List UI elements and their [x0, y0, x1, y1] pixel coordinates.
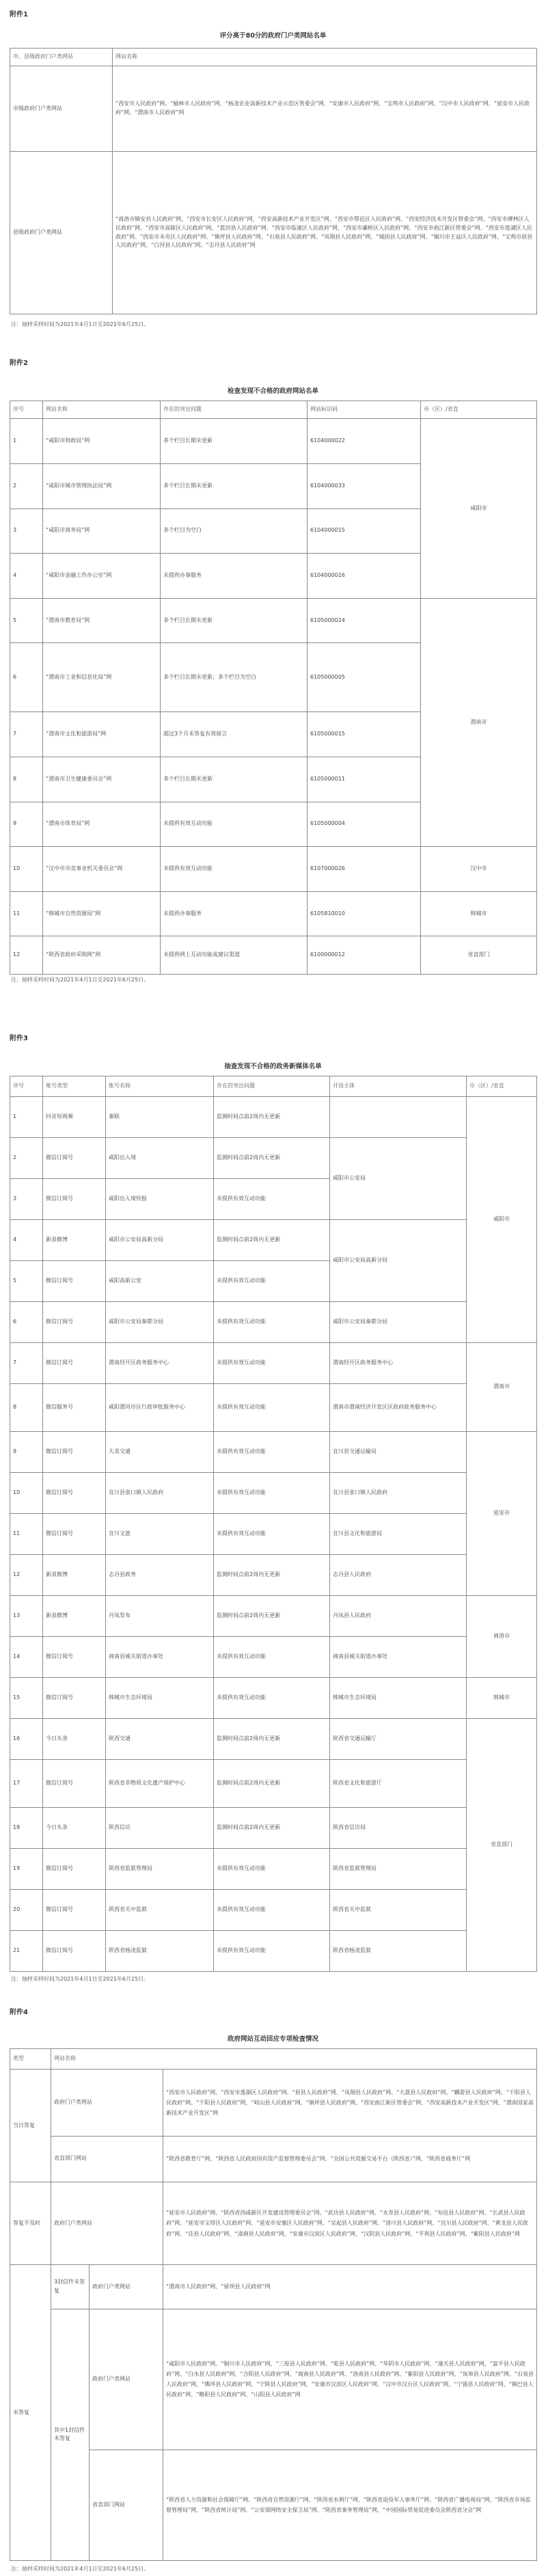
table-cell: 监测时间点前2周内无更新: [214, 1808, 330, 1849]
table-cell: 17: [10, 1760, 43, 1808]
attachment-4-title: 政府网站互动回应专项检查情况: [227, 2035, 318, 2043]
table-cell: 新浪微博: [43, 1596, 106, 1637]
table-cell: 监测时间点前2周内无更新: [214, 1596, 330, 1637]
table-cell: 监测时间点前2周内无更新: [214, 1555, 330, 1596]
table-header: 网站名称: [43, 401, 161, 419]
table-cell: 省直部门网站: [51, 2136, 163, 2182]
table-cell: 陕西省交通运输厅: [330, 1719, 467, 1760]
table-cell: 政府门户类网站: [51, 2182, 163, 2264]
table-cell: 19: [10, 1849, 43, 1890]
table-cell: “汉中市市直事业机关委员会”网: [43, 847, 161, 892]
table-header: 存在的突出问题: [214, 1076, 330, 1097]
table-cell: 未答复: [10, 2265, 51, 2561]
attachment-1-label: 附件1: [10, 11, 28, 18]
table-cell: 微信订阅号: [43, 1514, 106, 1555]
table-cell: 微信订阅号: [43, 1302, 106, 1343]
table-cell: 6104000015: [308, 509, 421, 554]
table-cell: 21: [10, 1931, 43, 1972]
table-cell: 超过3个月未答复有效留言: [161, 712, 308, 757]
table-cell: 6105000015: [308, 712, 421, 757]
table-cell: “咸阳市城市管理执法局”网: [43, 463, 161, 509]
table-cell: 微信订阅号: [43, 1261, 106, 1302]
attachment-3: [0, 1032, 546, 1982]
table-cell: 微信订阅号: [43, 1931, 106, 1972]
table-cell: 县级政府门户类网站: [10, 152, 113, 314]
table-cell: 未提供有效互动功能: [214, 1473, 330, 1514]
table-cell: 微信订阅号: [43, 1432, 106, 1473]
table-cell: [330, 1097, 467, 1138]
table-cell: 省直部门: [467, 1719, 537, 1972]
table-cell: 汉中市: [421, 847, 537, 892]
table-cell: 监测时间点前2周内无更新: [214, 1719, 330, 1760]
table-cell: 未提供有效互动功能: [214, 1849, 330, 1890]
table-cell: 5: [10, 598, 43, 643]
table-cell: 渭南经开区政务服务中心: [330, 1343, 467, 1384]
table-cell: “延安市人民政府”网、“陕西省西咸新区开发建设管理委员会”网、“武功县人民政府”网、“永寿县人民政府”网、“旬邑县人民政府”网、“长武县人民政府”网、“延安市宝塔区人民政府”网、“延安市安塞区人民政府”网、“吴起县人民政府”网、“洛川县人民政府”网、“宜川县人民政府”网、“黄龙县人民政府”网、“佳县人民政府”网、“清涧县人民政府”网、“安康市汉滨区人民政府”网、“汉阴县人民政府”网、“平利县人民政府”网、“紫阳县人民政府”网: [163, 2182, 537, 2264]
table-cell: “渭南市教育局”网: [43, 598, 161, 643]
table-cell: 6: [10, 1302, 43, 1343]
table-header: 类型: [10, 2049, 51, 2070]
table-cell: 陕西省文化和旅游厅: [330, 1760, 467, 1808]
table-cell: “咸阳市商务局”网: [43, 509, 161, 554]
table-cell: 微信服务号: [43, 1384, 106, 1432]
table-cell: 市级政府门户类网站: [10, 66, 113, 152]
table-cell: 韩城市生态环境局: [106, 1678, 214, 1719]
table-cell: 未提供有效互动功能: [214, 1343, 330, 1384]
table-cell: 5: [10, 1261, 43, 1302]
table-cell: 商南县城关街道办事处: [106, 1637, 214, 1678]
attachment-1-table: [10, 48, 537, 314]
table-cell: “韩城市自然资源局”网: [43, 891, 161, 936]
table-cell: 丹凤发布: [106, 1596, 214, 1637]
table-cell: 秦联: [106, 1097, 214, 1138]
table-cell: 11: [10, 1514, 43, 1555]
table-cell: 未提供有效互动功能: [214, 1678, 330, 1719]
table-cell: 微信订阅号: [43, 1760, 106, 1808]
attachment-2-note: 注：抽样采样时间为2021年4月1日至2021年6月25日。: [11, 977, 150, 983]
table-cell: 咸阳市公安局秦都分局: [106, 1302, 214, 1343]
table-cell: 咸阳市公安局: [330, 1138, 467, 1220]
attachment-4-label: 附件4: [10, 2009, 28, 2016]
table-cell: 7: [10, 1343, 43, 1384]
table-cell: 未提供有效互动功能: [214, 1261, 330, 1302]
attachment-4: [0, 2006, 546, 2572]
table-cell: 2: [10, 463, 43, 509]
table-cell: 8: [10, 1384, 43, 1432]
table-cell: 宜川县壶口镇人民政府: [106, 1473, 214, 1514]
table-cell: “陕西省人力资源和社会保障厅”网、“陕西省自然资源厅”网、“陕西省水利厅”网、“陕西省退役军人事务厅”网、“陕西省广播电视局”网、“陕西省市场监督管理局”网、“陕西省统计局”网、“公安部网络安全保卫局”网、“陕西省事务管理局”网、“中国国际贸易促进委员会陕西省分会”网: [163, 2450, 537, 2560]
table-cell: 未提供有效互动功能: [214, 1384, 330, 1432]
table-cell: 监测时间点前2周内无更新: [214, 1760, 330, 1808]
table-cell: 宜川县文化和旅游局: [330, 1514, 467, 1555]
table-header: 账号名称: [106, 1076, 214, 1097]
table-cell: 11: [10, 891, 43, 936]
table-cell: 6105000024: [308, 598, 421, 643]
table-cell: 监测时间点前2周内无更新: [214, 1097, 330, 1138]
table-cell: “西安市人民政府”网、“榆林市人民政府”网、“杨凌农业高新技术产业示范区管委会”网、“安康市人民政府”网、“宝鸡市人民政府”网、“汉中市人民政府”网、“延安市人民政府”网、“渭南市人民政府”网: [113, 66, 537, 152]
table-cell: 6: [10, 643, 43, 712]
table-cell: 监测时间点前2周内无更新: [214, 1138, 330, 1179]
table-cell: 微信订阅号: [43, 1138, 106, 1179]
table-cell: 咸阳市公安局秦都分局: [330, 1302, 467, 1343]
table-cell: “渭南市人民政府”网、“留坝县人民政府”网: [163, 2265, 537, 2309]
table-header: 网站标识码: [308, 401, 421, 419]
table-cell: 大美交通: [106, 1432, 214, 1473]
table-cell: 未提供办事服务: [161, 554, 308, 599]
table-cell: 陕西省杨凌监狱: [106, 1931, 214, 1972]
table-cell: 2: [10, 1138, 43, 1179]
table-cell: 陕西交通: [106, 1719, 214, 1760]
table-cell: 12: [10, 1555, 43, 1596]
table-cell: 新浪微博: [43, 1220, 106, 1261]
table-header: 序号: [10, 1076, 43, 1097]
table-cell: 13: [10, 1596, 43, 1637]
table-cell: 省直部门网站: [90, 2450, 163, 2560]
table-cell: 商南县城关街道办事处: [330, 1637, 467, 1678]
table-cell: 6104000033: [308, 463, 421, 509]
table-cell: 未提供有效互动功能: [214, 1432, 330, 1473]
table-cell: 韩城市: [467, 1678, 537, 1719]
table-cell: 多个栏目长期未更新: [161, 419, 308, 464]
table-cell: 未提供有效互动功能: [214, 1890, 330, 1931]
table-cell: 陕西省监狱管理局: [106, 1849, 214, 1890]
table-cell: 6104000022: [308, 419, 421, 464]
table-cell: 今日头条: [43, 1719, 106, 1760]
table-cell: 答复不及时: [10, 2182, 51, 2264]
table-cell: 14: [10, 1637, 43, 1678]
table-cell: 陕西省信访局: [330, 1808, 467, 1849]
table-cell: 政府门户类网站: [90, 2309, 163, 2450]
table-cell: 4: [10, 1220, 43, 1261]
table-cell: 微信订阅号: [43, 1849, 106, 1890]
table-cell: 微信订阅号: [43, 1343, 106, 1384]
table-cell: 政府门户类网站: [90, 2265, 163, 2309]
attachment-2-table: [10, 401, 537, 975]
table-cell: 未提供网上互动功能或建议渠道: [161, 936, 308, 975]
table-cell: 微信订阅号: [43, 1678, 106, 1719]
table-cell: 多个栏目长期未更新: [161, 463, 308, 509]
table-cell: 未提供有效互动功能: [161, 802, 308, 847]
table-cell: 9: [10, 1432, 43, 1473]
table-cell: “商洛市镇安县人民政府”网、“西安市长安区人民政府”网、“西安高新技术产业开发区”网、“西安市鄠邑区人民政府”网、“西安经济技术开发区管委会”网、“西安市碑林区人民政府”网、“西安市高陵区人民政府”网、“蓝田县人民政府”网、“西安市临潼区人民政府”网、“西安市灞桥区人民政府”网、“西安市曲江新区管委会”网、“西安市莲湖区人民政府”网、“西安市未央区人民政府”网、“镇坪县人民政府”网、“石泉县人民政府”网、“凤翔县人民政府”网、“城固县人民政府”网、“铜川市王益区人民政府”网、“宝鸡市眉县人民政府”网、“白河县人民政府”网、“志丹县人民政府”网: [113, 152, 537, 314]
attachment-2-label: 附件2: [10, 360, 28, 367]
table-cell: 3: [10, 509, 43, 554]
table-cell: 其中1封信件未答复: [51, 2309, 90, 2560]
table-cell: 丹凤县人民政府: [330, 1596, 467, 1637]
table-cell: 多个栏目长期未更新: [161, 757, 308, 802]
table-cell: 未提供有效互动功能: [214, 1514, 330, 1555]
table-cell: 延安市: [467, 1432, 537, 1596]
table-cell: 多个栏目为空白: [161, 509, 308, 554]
table-header: 网站名称: [113, 49, 537, 66]
table-cell: 3: [10, 1179, 43, 1220]
attachment-4-table: [10, 2048, 537, 2561]
table-cell: 抖音短视频: [43, 1097, 106, 1138]
table-cell: 陕西省监狱管理局: [330, 1849, 467, 1890]
table-cell: 志丹县人民政府: [330, 1555, 467, 1596]
table-cell: “西安市人民政府”网、“西安市莲湖区人民政府”网、“眉县人民政府”网、“凤翔县人民政府”网、“大荔县人民政府”网、“麟游县人民政府”网、“千阳县人民政府”网、“千阳县人民政府”网、“岐山县人民政府”网、“镇坪县人民政府”网、“西安曲江新区管委会”网、“西安高新技术产业开发区”网、“渭南国家高新技术产业开发区”网: [163, 2070, 537, 2136]
table-cell: 6105810010: [308, 891, 421, 936]
table-cell: 6105000005: [308, 643, 421, 712]
attachment-3-label: 附件3: [10, 1035, 28, 1042]
table-cell: 6107000026: [308, 847, 421, 892]
table-cell: 咸阳市公安局高新分局: [330, 1220, 467, 1302]
table-cell: “咸阳市财政局”网: [43, 419, 161, 464]
table-cell: 韩城市生态环境局: [330, 1678, 467, 1719]
table-cell: 今日头条: [43, 1808, 106, 1849]
table-cell: “渭南市卫生健康委员会”网: [43, 757, 161, 802]
table-cell: “陕西省教育厅”网、“陕西省人民政府国有资产监督管理委员会”网、“全国公共资源交易平台（陕西省）”网、“陕西省商务厅”网: [163, 2136, 537, 2182]
attachment-1-note: 注：抽样采样时间为2021年4月1日至2021年6月25日。: [11, 321, 150, 327]
table-cell: 陕西省关中监狱: [330, 1890, 467, 1931]
table-cell: “渭南市体育局”网: [43, 802, 161, 847]
table-cell: 陕西省非物质文化遗产保护中心: [106, 1760, 214, 1808]
table-cell: 渭南市: [421, 598, 537, 846]
table-cell: 咸阳市: [421, 419, 537, 599]
table-cell: 韩城市: [421, 891, 537, 936]
table-cell: 12: [10, 936, 43, 975]
table-cell: 咸阳高新公安: [106, 1261, 214, 1302]
table-cell: 多个栏目长期未更新；多个栏目为空白: [161, 643, 308, 712]
table-cell: 1: [10, 1097, 43, 1138]
table-cell: 商洛市: [467, 1596, 537, 1678]
table-header: 账号类型: [43, 1076, 106, 1097]
table-cell: 未提供办事服务: [161, 891, 308, 936]
table-header: 市（区）/省直: [421, 401, 537, 419]
table-cell: 咸阳出入境: [106, 1138, 214, 1179]
attachment-3-note: 注：抽样采样时间为2021年4月1日至2021年6月25日。: [11, 1976, 150, 1982]
table-cell: 10: [10, 1473, 43, 1514]
table-cell: 8: [10, 757, 43, 802]
table-cell: 9: [10, 802, 43, 847]
table-cell: 微信订阅号: [43, 1179, 106, 1220]
table-cell: 省直部门: [421, 936, 537, 975]
table-cell: 渭南市: [467, 1343, 537, 1432]
table-cell: 微信订阅号: [43, 1473, 106, 1514]
table-cell: 咸阳市公安局高新分局: [106, 1220, 214, 1261]
table-cell: 20: [10, 1890, 43, 1931]
attachment-1: [0, 0, 546, 327]
table-cell: 1: [10, 419, 43, 464]
table-cell: 陕西省杨凌监狱: [330, 1931, 467, 1972]
table-cell: 陕西信访: [106, 1808, 214, 1849]
table-cell: 10: [10, 847, 43, 892]
table-cell: 3封信件未答复: [51, 2265, 90, 2309]
table-cell: 未提供有效互动功能: [214, 1179, 330, 1220]
table-header: 开设主体: [330, 1076, 467, 1097]
table-header: 市（区）/省直: [467, 1076, 537, 1097]
table-cell: 微信订阅号: [43, 1637, 106, 1678]
table-cell: 6104000016: [308, 554, 421, 599]
table-cell: 陕西省关中监狱: [106, 1890, 214, 1931]
table-cell: 18: [10, 1808, 43, 1849]
attachment-1-title: 评分高于80分的政府门户类网站名单: [219, 32, 327, 40]
table-cell: 志丹县政务: [106, 1555, 214, 1596]
table-cell: 宜川文旅: [106, 1514, 214, 1555]
table-cell: “咸阳市人民政府”网、“铜川市人民政府”网、“三原县人民政府”网、“乾县人民政府”网、“华阴市人民政府”网、“潼关县人民政府”网、“富平县人民政府”网、“白水县人民政府”网、“合阳县人民政府”网、“商南县人民政府”网、“洛南县人民政府”网、“紫阳县人民政府”网、“岚皋县人民政府”网、“石泉县人民政府”网、“佛坪县人民政府”网、“宁陕县人民政府”网、“安康市汉滨区人民政府”网、“汉中市汉台区人民政府”网、“宁强县人民政府”网、“镇巴县人民政府”网、“略阳县人民政府”网、“山阳县人民政府”网: [163, 2309, 537, 2450]
table-cell: 15: [10, 1678, 43, 1719]
table-cell: 多个栏目长期未更新: [161, 598, 308, 643]
table-cell: 未提供有效互动功能: [214, 1931, 330, 1972]
table-header: 市、县级政府门户类网站: [10, 49, 113, 66]
attachment-3-table: [10, 1076, 537, 1972]
table-cell: “渭南市文化和旅游局”网: [43, 712, 161, 757]
attachment-3-title: 抽查发现不合格的政务新媒体名单: [224, 1063, 322, 1070]
table-cell: 6105000011: [308, 757, 421, 802]
table-cell: “渭南市工业和信息化局”网: [43, 643, 161, 712]
table-cell: 未提供有效互动功能: [214, 1637, 330, 1678]
table-cell: 6100000012: [308, 936, 421, 975]
table-cell: 未提供有效互动功能: [214, 1302, 330, 1343]
table-cell: 宜川县壶口镇人民政府: [330, 1473, 467, 1514]
attachment-2: [0, 357, 546, 983]
table-cell: 6105000004: [308, 802, 421, 847]
table-cell: 4: [10, 554, 43, 599]
table-header: 存在的突出问题: [161, 401, 308, 419]
table-cell: 渭南经开区政务服务中心: [106, 1343, 214, 1384]
table-cell: 监测时间点前2周内无更新: [214, 1220, 330, 1261]
table-cell: 当日答复: [10, 2070, 51, 2182]
table-cell: 咸阳渭河市区行政审批服务中心: [106, 1384, 214, 1432]
table-cell: 未提供有效互动功能: [161, 847, 308, 892]
table-cell: 16: [10, 1719, 43, 1760]
table-cell: “咸阳市金融工作办公室”网: [43, 554, 161, 599]
attachment-2-title: 检查发现不合格的政府网站名单: [227, 388, 318, 395]
table-cell: 微信订阅号: [43, 1890, 106, 1931]
table-cell: 新浪微博: [43, 1555, 106, 1596]
table-cell: 渭南市渭南经济开发区区政府政务服务中心: [330, 1384, 467, 1432]
table-cell: 宜川县交通运输局: [330, 1432, 467, 1473]
attachment-4-note: 注：抽样采样时间为2021年4月1日至2021年6月25日。: [11, 2566, 150, 2572]
table-header: 序号: [10, 401, 43, 419]
table-cell: 咸阳市: [467, 1097, 537, 1343]
table-cell: 政府门户类网站: [51, 2070, 163, 2136]
table-cell: 咸阳出入境快报: [106, 1179, 214, 1220]
table-cell: “陕西省政府采购网”网: [43, 936, 161, 975]
table-header: 网站名称: [51, 2049, 537, 2070]
table-cell: 7: [10, 712, 43, 757]
